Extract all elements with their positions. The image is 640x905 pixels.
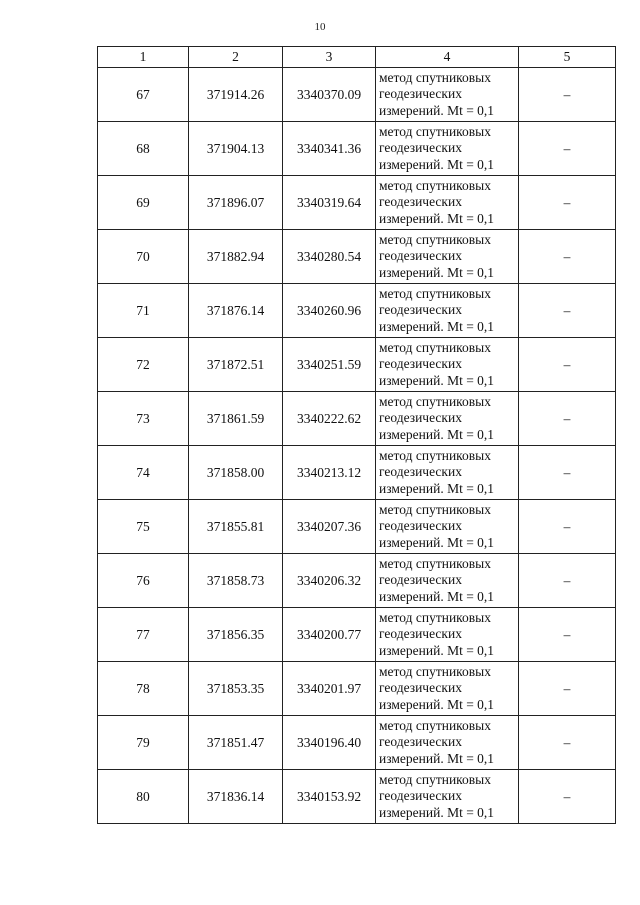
point-number-cell: 79 xyxy=(98,716,189,770)
point-number-cell: 75 xyxy=(98,500,189,554)
point-number-cell: 71 xyxy=(98,284,189,338)
method-cell xyxy=(376,230,519,284)
table-row xyxy=(98,770,616,824)
method-line: геодезических xyxy=(379,248,462,264)
note-cell: – xyxy=(519,230,616,284)
method-line: метод спутниковых xyxy=(379,285,491,301)
y-coordinate-cell: 3340153.92 xyxy=(283,770,376,824)
method-line: метод спутниковых xyxy=(379,447,491,463)
method-line: метод спутниковых xyxy=(379,339,491,355)
method-line: метод спутниковых xyxy=(379,393,491,409)
table-row xyxy=(98,446,616,500)
method-line: геодезических xyxy=(379,356,462,372)
y-coordinate-cell: 3340222.62 xyxy=(283,392,376,446)
x-coordinate-cell: 371853.35 xyxy=(189,662,283,716)
method-cell xyxy=(376,662,519,716)
note-cell: – xyxy=(519,338,616,392)
method-cell xyxy=(376,338,519,392)
table-body xyxy=(98,68,616,824)
table-row xyxy=(98,554,616,608)
y-coordinate-cell: 3340319.64 xyxy=(283,176,376,230)
x-coordinate-cell: 371876.14 xyxy=(189,284,283,338)
table-row xyxy=(98,716,616,770)
table-row xyxy=(98,68,616,122)
column-header-2: 2 xyxy=(189,47,283,68)
note-cell: – xyxy=(519,284,616,338)
method-line: геодезических xyxy=(379,518,462,534)
note-cell: – xyxy=(519,68,616,122)
method-line: измерений. Mt = 0,1 xyxy=(379,318,495,334)
table-row xyxy=(98,122,616,176)
method-line: геодезических xyxy=(379,410,462,426)
note-cell: – xyxy=(519,716,616,770)
point-number-cell: 80 xyxy=(98,770,189,824)
column-header-1: 1 xyxy=(98,47,189,68)
x-coordinate-cell: 371858.00 xyxy=(189,446,283,500)
y-coordinate-cell: 3340280.54 xyxy=(283,230,376,284)
point-number-cell: 67 xyxy=(98,68,189,122)
coordinates-table xyxy=(97,46,616,824)
point-number-cell: 76 xyxy=(98,554,189,608)
method-cell xyxy=(376,500,519,554)
method-line: метод спутниковых xyxy=(379,555,491,571)
method-line: метод спутниковых xyxy=(379,231,491,247)
method-line: измерений. Mt = 0,1 xyxy=(379,696,495,712)
method-line: геодезических xyxy=(379,734,462,750)
method-line: геодезических xyxy=(379,140,462,156)
method-line: измерений. Mt = 0,1 xyxy=(379,804,495,820)
method-line: метод спутниковых xyxy=(379,123,491,139)
y-coordinate-cell: 3340201.97 xyxy=(283,662,376,716)
method-line: измерений. Mt = 0,1 xyxy=(379,588,495,604)
point-number-cell: 74 xyxy=(98,446,189,500)
method-line: измерений. Mt = 0,1 xyxy=(379,750,495,766)
method-line: измерений. Mt = 0,1 xyxy=(379,210,495,226)
method-line: метод спутниковых xyxy=(379,177,491,193)
table-row xyxy=(98,338,616,392)
method-line: геодезических xyxy=(379,194,462,210)
column-header-4: 4 xyxy=(376,47,519,68)
table-header-row xyxy=(98,47,616,68)
method-line: метод спутниковых xyxy=(379,501,491,517)
x-coordinate-cell: 371896.07 xyxy=(189,176,283,230)
table-row xyxy=(98,230,616,284)
x-coordinate-cell: 371836.14 xyxy=(189,770,283,824)
table-row xyxy=(98,392,616,446)
method-line: измерений. Mt = 0,1 xyxy=(379,480,495,496)
note-cell: – xyxy=(519,770,616,824)
point-number-cell: 70 xyxy=(98,230,189,284)
table-row xyxy=(98,176,616,230)
point-number-cell: 68 xyxy=(98,122,189,176)
note-cell: – xyxy=(519,500,616,554)
x-coordinate-cell: 371851.47 xyxy=(189,716,283,770)
column-header-3: 3 xyxy=(283,47,376,68)
table-row xyxy=(98,284,616,338)
point-number-cell: 73 xyxy=(98,392,189,446)
method-line: метод спутниковых xyxy=(379,609,491,625)
method-line: геодезических xyxy=(379,572,462,588)
method-line: геодезических xyxy=(379,464,462,480)
method-cell xyxy=(376,446,519,500)
method-line: измерений. Mt = 0,1 xyxy=(379,264,495,280)
table-row xyxy=(98,608,616,662)
table-row xyxy=(98,662,616,716)
method-line: метод спутниковых xyxy=(379,663,491,679)
method-cell xyxy=(376,68,519,122)
y-coordinate-cell: 3340370.09 xyxy=(283,68,376,122)
column-header-5: 5 xyxy=(519,47,616,68)
method-cell xyxy=(376,716,519,770)
x-coordinate-cell: 371856.35 xyxy=(189,608,283,662)
x-coordinate-cell: 371861.59 xyxy=(189,392,283,446)
page-number: 10 xyxy=(314,21,326,33)
y-coordinate-cell: 3340200.77 xyxy=(283,608,376,662)
y-coordinate-cell: 3340213.12 xyxy=(283,446,376,500)
y-coordinate-cell: 3340196.40 xyxy=(283,716,376,770)
method-line: метод спутниковых xyxy=(379,69,491,85)
note-cell: – xyxy=(519,446,616,500)
method-cell xyxy=(376,122,519,176)
method-line: геодезических xyxy=(379,302,462,318)
method-cell xyxy=(376,392,519,446)
y-coordinate-cell: 3340260.96 xyxy=(283,284,376,338)
method-line: измерений. Mt = 0,1 xyxy=(379,102,495,118)
note-cell: – xyxy=(519,392,616,446)
x-coordinate-cell: 371872.51 xyxy=(189,338,283,392)
x-coordinate-cell: 371858.73 xyxy=(189,554,283,608)
note-cell: – xyxy=(519,122,616,176)
method-cell xyxy=(376,176,519,230)
point-number-cell: 77 xyxy=(98,608,189,662)
method-line: геодезических xyxy=(379,626,462,642)
method-cell xyxy=(376,284,519,338)
method-cell xyxy=(376,770,519,824)
note-cell: – xyxy=(519,608,616,662)
method-line: измерений. Mt = 0,1 xyxy=(379,534,495,550)
method-line: измерений. Mt = 0,1 xyxy=(379,156,495,172)
method-line: геодезических xyxy=(379,788,462,804)
method-cell xyxy=(376,608,519,662)
method-line: геодезических xyxy=(379,86,462,102)
y-coordinate-cell: 3340341.36 xyxy=(283,122,376,176)
table-row xyxy=(98,500,616,554)
point-number-cell: 78 xyxy=(98,662,189,716)
method-line: метод спутниковых xyxy=(379,771,491,787)
method-line: геодезических xyxy=(379,680,462,696)
x-coordinate-cell: 371914.26 xyxy=(189,68,283,122)
note-cell: – xyxy=(519,554,616,608)
method-line: измерений. Mt = 0,1 xyxy=(379,642,495,658)
y-coordinate-cell: 3340206.32 xyxy=(283,554,376,608)
point-number-cell: 69 xyxy=(98,176,189,230)
x-coordinate-cell: 371904.13 xyxy=(189,122,283,176)
note-cell: – xyxy=(519,662,616,716)
x-coordinate-cell: 371855.81 xyxy=(189,500,283,554)
method-line: измерений. Mt = 0,1 xyxy=(379,372,495,388)
x-coordinate-cell: 371882.94 xyxy=(189,230,283,284)
y-coordinate-cell: 3340251.59 xyxy=(283,338,376,392)
method-line: измерений. Mt = 0,1 xyxy=(379,426,495,442)
point-number-cell: 72 xyxy=(98,338,189,392)
method-line: метод спутниковых xyxy=(379,717,491,733)
y-coordinate-cell: 3340207.36 xyxy=(283,500,376,554)
method-cell xyxy=(376,554,519,608)
note-cell: – xyxy=(519,176,616,230)
